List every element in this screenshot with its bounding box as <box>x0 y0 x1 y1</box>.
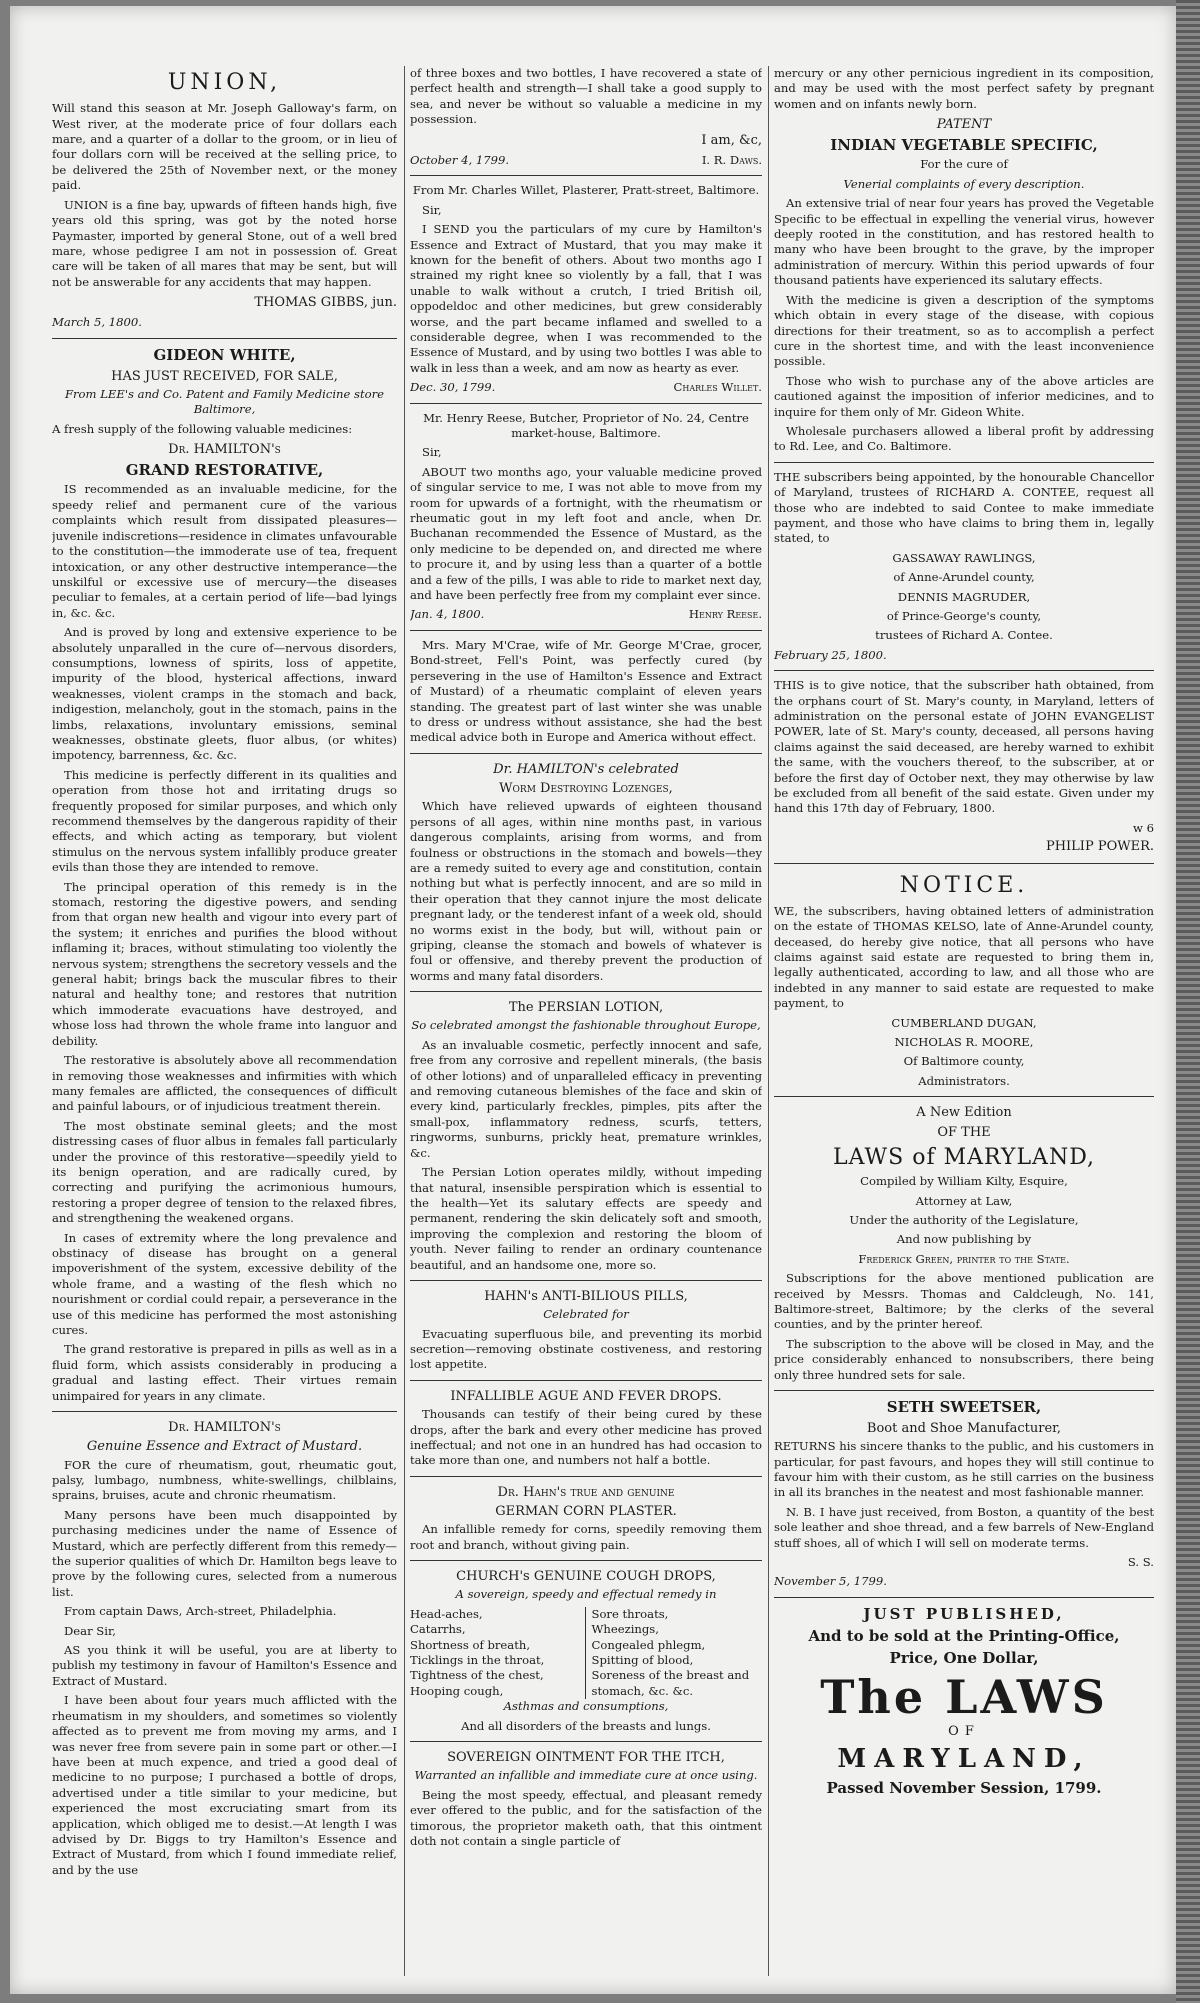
ailment: Wheezings, <box>591 1622 659 1637</box>
ailment: Ticklings in the throat, <box>410 1653 545 1668</box>
laws-session: Passed November Session, 1799. <box>826 1778 1102 1797</box>
laws-price: Price, One Dollar, <box>889 1648 1039 1667</box>
union-title: UNION, <box>167 70 282 95</box>
divider <box>410 630 762 631</box>
corn-maker: Dr. Hahn's true and genuine <box>497 1484 675 1500</box>
persian-p1: As an invaluable cosmetic, perfectly innocent and safe, free from any corrosive and repellent minerals, (the basis of other lotions) and of unparalleled efficacy in preventing and removing cutaneous blemishes of the face and skin of every kind, particularly freckles, pimples, pits after the small-pox, inflammatory redness, scurfs, tetters, ringworms, sunburns, prickly heat, premature wrinkles, &c. <box>410 1037 762 1160</box>
willet-body: I SEND you the particulars of my cure by Hamilton's Essence and Extract of Mustard, that you may make it known for the benefit of others. About two months ago I strained my right knee so violently by a fall, that I was unable to walk without a crutch, I tried British oil, oppodeldoc and other medicines, but grew considerably worse, and the part became inflamed and swelled to a considerable degree, when I was recommended to the Essence of Mustard, and by using two bottles I was able to walk in less than a week, and am now as hearty as ever. <box>410 222 762 375</box>
persian-p2: The Persian Lotion operates mildly, without impeding that natural, insensible perspiration which is essential to the health—Yet its salutary effects are speedy and permanent, rendering the skin delicately soft and smooth, improving the complexion and restoring the bloom of youth. Never failing to render an ordinary countenance beautiful, and an handsome one, more so. <box>410 1165 762 1272</box>
restorative-p2: And is proved by long and extensive experience to be absolutely unparalled in the cure of—nervous disorders, consumptions, lowness of spirits, loss of appetite, impurity of the blood, hysterical affections, inward weaknesses, violent cramps in the stomach and back, indigestion, melancholy, gout in the stomach, pains in the limbs, relaxations, involuntary emissions, seminal weaknesses, obstinate gleets, fluor albus, (or whites) impotency, barrenness, &c. &c. <box>52 625 397 763</box>
daws-from: From captain Daws, Arch-street, Philadelphia. <box>64 1604 337 1619</box>
hahn-pills-body: Evacuating superfluous bile, and preventing its morbid secretion—removing obstinate costiveness, and restoring lost appetite. <box>410 1326 762 1372</box>
edition-authority: Under the authority of the Legislature, <box>849 1212 1079 1227</box>
notice-place: Of Baltimore county, <box>903 1054 1025 1069</box>
divider <box>774 863 1154 864</box>
notice-role: Administrators. <box>918 1073 1010 1088</box>
restorative-p8: The grand restorative is prepared in pills as well as in a fluid form, which assists considerably in producing a gradual and lasting effect. Their virtues remain unimpaired for years in any climate. <box>52 1342 397 1403</box>
divider <box>774 1096 1154 1097</box>
divider <box>410 403 762 404</box>
laws-line1: JUST PUBLISHED, <box>863 1604 1065 1623</box>
notice-name2: NICHOLAS R. MOORE, <box>894 1035 1034 1050</box>
patent-p2: With the medicine is given a description of the symptoms which obtain in every stage of the disease, with copious directions for their treatment, so as to accomplish a perfect cure in the shortest time, and with the least inconvenience possible. <box>774 292 1154 369</box>
patent-wholesale: Wholesale purchasers allowed a liberal profit by addressing to Rd. Lee, and Co. Baltimore. <box>774 423 1154 454</box>
scan-edge <box>1176 0 1200 2003</box>
lozenges-maker: Dr. HAMILTON's celebrated <box>493 761 679 777</box>
divider <box>410 753 762 754</box>
daws-date: October 4, 1799. <box>410 152 510 167</box>
corn-body: An infallible remedy for corns, speedily removing them root and branch, without giving pain. <box>410 1522 762 1552</box>
divider <box>410 175 762 176</box>
itch-body: Being the most speedy, effectual, and pleasant remedy ever offered to the public, and for the satisfaction of the timorous, the proprietor maketh oath, that this ointment doth not contain a single particle of <box>410 1787 762 1848</box>
reese-date: Jan. 4, 1800. <box>410 607 485 622</box>
restorative-p4: The principal operation of this remedy is in the stomach, restoring the digestive powers, and sending from that organ new health and vigour into every part of the system; it enriches and purifies the blood without inflaming it; braces, without stimulating too violently the nervous system; strengthens the secretory vessels and the general habit; brings back the muscular fibres to their natural and healthy tone; and restores that nutrition which immoderate evacuations have destroyed, and whose loss had thrown the whole frame into languor and debility. <box>52 879 397 1048</box>
divider <box>410 1380 762 1381</box>
essence-maker: Dr. HAMILTON's <box>168 1420 281 1436</box>
edition-compiled: Compiled by William Kilty, Esquire, <box>860 1174 1068 1189</box>
essence-title: Genuine Essence and Extract of Mustard. <box>86 1439 363 1455</box>
edition-printer: Frederick Green, printer to the State. <box>858 1251 1070 1266</box>
gideon-received: HAS JUST RECEIVED, FOR SALE, <box>111 368 338 384</box>
willet-footer <box>410 380 762 395</box>
restorative-title: GRAND RESTORATIVE, <box>125 460 324 479</box>
divider <box>774 1390 1154 1391</box>
edition-line2: OF THE <box>937 1124 991 1140</box>
column-3 <box>774 66 1154 1976</box>
laws-line2: And to be sold at the Printing-Office, <box>808 1626 1120 1645</box>
sweetser-body: RETURNS his sincere thanks to the public, and his customers in particular, for past favours, and hopes they will still continue to favour him with their custom, as he still carries on the business in all its branches in the neatest and most fashionable manner. <box>774 1439 1154 1500</box>
patent-for: For the cure of <box>920 157 1008 172</box>
power-signature: PHILIP POWER. <box>1045 839 1154 855</box>
notice-body: WE, the subscribers, having obtained letters of administration on the estate of THOMAS KELSO, late of Anne-Arundel county, deceased, do hereby give notice, that all persons who have claims against said estate are requested to bring them in, legally authenticated, according to law, and all those who are indebted in any manner to said estate are requested to make payment, to <box>774 903 1154 1011</box>
lozenges-title: Worm Destroying Lozenges, <box>499 781 673 796</box>
contee-name2: DENNIS MAGRUDER, <box>897 589 1031 604</box>
contee-place2: of Prince-George's county, <box>886 609 1042 623</box>
reese-signature: Henry Reese. <box>688 607 762 622</box>
patent-title: INDIAN VEGETABLE SPECIFIC, <box>830 135 1098 154</box>
divider <box>410 1560 762 1561</box>
sweetser-initials: S. S. <box>1127 1555 1154 1570</box>
ague-body: Thousands can testify of their being cured by these drops, after the bark and every other medicine has proved ineffectual; and not one in an hundred has had occasion to take more than one, and numbers not half a bottle. <box>410 1407 762 1468</box>
cough-final: And all disorders of the breasts and lungs. <box>461 1718 711 1733</box>
hahn-pills-title: HAHN's ANTI-BILIOUS PILLS, <box>484 1288 688 1304</box>
itch-continued: mercury or any other pernicious ingredient in its composition, and may be used with the most perfect safety by pregnant women and on infants newly born. <box>774 66 1154 111</box>
ague-title: INFALLIBLE AGUE AND FEVER DROPS. <box>450 1388 722 1404</box>
daws-salutation: Dear Sir, <box>64 1623 116 1638</box>
cough-subtitle: A sovereign, speedy and effectual remedy in <box>455 1587 717 1602</box>
patent-subtitle: Venerial complaints of every description. <box>843 176 1085 191</box>
notice-name1: CUMBERLAND DUGAN, <box>891 1015 1037 1030</box>
patent-p3: Those who wish to purchase any of the above articles are cautioned against the imposition of inferior medicines, and to inquire for them only of Mr. Gideon White. <box>774 373 1154 419</box>
edition-line1: A New Edition <box>916 1105 1012 1121</box>
lozenges-body: Which have relieved upwards of eighteen thousand persons of all ages, within nine months past, in various dangerous complaints, arising from worms, and from foulness or obstructions in the stomach and bowels—they are a remedy suited to every age and constitution, contain nothing but what is perfectly innocent, and are so mild in their operation that they cannot injure the most delicate pregnant lady, or the tenderest infant of a week old, should no worms exist in the body, but will, without pain or griping, cleanse the stomach and bowels of whatever is foul or offensive, and thereby prevent the production of worms and many fatal disorders. <box>410 799 762 983</box>
union-date: March 5, 1800. <box>52 315 142 330</box>
newspaper-page <box>10 6 1176 1994</box>
patent-label: PATENT <box>936 117 992 133</box>
itch-title: SOVEREIGN OINTMENT FOR THE ITCH, <box>447 1750 725 1766</box>
sweetser-nb: N. B. I have just received, from Boston, a quantity of the best sole leather and shoe thread, and a few barrels of New-England stuff shoes, all of which I will sell on moderate terms. <box>774 1504 1154 1550</box>
ailment: Congealed phlegm, <box>591 1637 706 1652</box>
laws-of: OF <box>948 1723 980 1739</box>
contee-place1: of Anne-Arundel county, <box>893 570 1035 585</box>
daws-close: I am, &c, <box>701 132 762 148</box>
cough-ailments <box>410 1607 762 1699</box>
power-body: THIS is to give notice, that the subscriber hath obtained, from the orphans court of St. Mary's county, in Maryland, letters of administration on the personal estate of JOHN EVANGELIST POWER, late of St. Mary's county, deceased, all persons having claims against the said deceased, are hereby warned to exhibit the same, with the vouchers thereof, to the subscriber, at or before the first day of October next, they may otherwise by law be excluded from all benefit of the said estate. Given under my hand this 17th day of February, 1800. <box>774 678 1154 816</box>
essence-p1: FOR the cure of rheumatism, gout, rheumatic gout, palsy, lumbago, numbness, white-swellings, chilblains, sprains, bruises, acute and chronic rheumatism. <box>52 1457 397 1503</box>
ailment: Soreness of the breast and <box>591 1668 750 1683</box>
daws-continued: of three boxes and two bottles, I have recovered a state of perfect health and strength—I shall take a good supply to sea, and never be without so valuable a medicine in my possession. <box>410 66 762 127</box>
daws-footer <box>410 153 762 168</box>
column-rule <box>404 66 405 1976</box>
divider <box>52 338 397 339</box>
divider <box>410 1476 762 1477</box>
contee-role: trustees of Richard A. Contee. <box>875 628 1053 643</box>
willet-date: Dec. 30, 1799. <box>410 380 496 395</box>
gideon-name: GIDEON WHITE, <box>153 345 296 364</box>
corn-title: GERMAN CORN PLASTER. <box>495 1504 677 1520</box>
divider <box>52 1411 397 1412</box>
daws-signature: I. R. Daws. <box>701 152 762 167</box>
divider <box>774 670 1154 671</box>
ailment: Tightness of the chest, <box>410 1668 544 1683</box>
willet-salutation: Sir, <box>422 202 442 217</box>
cough-after: Asthmas and consumptions, <box>503 1699 669 1714</box>
restorative-p1: IS recommended as an invaluable medicine, for the speedy relief and permanent cure of the various complaints which result from dissipated pleasures—juvenile indiscretions—residence in climates unfavourable to the constitution—the immoderate use of tea, frequent intoxication, or any other destructive intemperance—the unskilful or excessive use of mercury—the diseases peculiar to females, at a certain period of life—bad lyings in, &c. &c. <box>52 482 397 620</box>
divider <box>774 1597 1154 1598</box>
divider <box>774 462 1154 463</box>
cough-title: CHURCH's GENUINE COUGH DROPS, <box>456 1569 716 1585</box>
sweetser-trade: Boot and Shoe Manufacturer, <box>866 1420 1062 1436</box>
gideon-from: From LEE's and Co. Patent and Family Medicine store Baltimore, <box>64 387 385 417</box>
hahn-pills-subtitle: Celebrated for <box>543 1307 629 1322</box>
ailment: Hooping cough, <box>410 1683 504 1698</box>
edition-attorney: Attorney at Law, <box>915 1193 1013 1208</box>
edition-title: LAWS of MARYLAND, <box>832 1144 1096 1170</box>
itch-subtitle: Warranted an infallible and immediate cure at once using. <box>414 1768 758 1783</box>
divider <box>410 1280 762 1281</box>
cough-ailments-right <box>585 1607 763 1699</box>
gideon-supply: A fresh supply of the following valuable medicines: <box>52 421 353 436</box>
union-intro: Will stand this season at Mr. Joseph Galloway's farm, on West river, at the moderate price of four dollars each mare, and a quarter of a dollar to the groom, or in lieu of four dollars corn will be received at the selling price, to be delivered the 25th of November next, or the money paid. <box>52 101 397 193</box>
reese-footer <box>410 607 762 622</box>
mccrae-body: Mrs. Mary M'Crae, wife of Mr. George M'Crae, grocer, Bond-street, Fell's Point, was perfectly cured (by persevering in the use of Hamilton's Essence and Extract of Mustard) of a rheumatic complaint of eleven years standing. The greatest part of last winter she was unable to dress or undress without assistance, she had the best medical advice both in Europe and America without effect. <box>410 637 762 745</box>
restorative-p6: The most obstinate seminal gleets; and the most distressing cases of fluor albus in females fall particularly under the province of this restorative—speedily yield to its benign operation, and are radically cured, by correcting and purifying the acrimonious humours, restoring a proper degree of tension to the relaxed fibres, and strengthening the weakened organs. <box>52 1118 397 1226</box>
edition-publishing: And now publishing by <box>896 1232 1032 1247</box>
cough-ailments-left <box>410 1607 581 1699</box>
contee-name1: GASSAWAY RAWLINGS, <box>892 550 1036 565</box>
reese-header: Mr. Henry Reese, Butcher, Proprietor of No. 24, Centre market-house, Baltimore. <box>423 410 749 440</box>
ailment: Catarrhs, <box>410 1622 466 1637</box>
essence-p2: Many persons have been much disappointed by purchasing medicines under the name of Essence of Mustard, which are perfectly different from this remedy—the superior qualities of which Dr. Hamilton begs leave to prove by the following cures, selected from a numerous list. <box>52 1507 397 1599</box>
laws-the: The LAWS <box>820 1669 1108 1724</box>
sweetser-name: SETH SWEETSER, <box>886 1397 1042 1416</box>
reese-body: ABOUT two months ago, your valuable medicine proved of singular service to me, I was not able to move from my room for upwards of a fortnight, with the rheumatism or rheumatic gout in my left foot and ancle, when Dr. Buchanan recommended the Essence of Mustard, as the only medicine to be depended on, and directed me where to procure it, and by using less than a quarter of a bottle and a few of the pills, I was able to ride to market next day, and have been perfectly free from my complaint ever since. <box>410 464 762 603</box>
persian-title: The PERSIAN LOTION, <box>508 1000 664 1016</box>
column-1 <box>52 66 397 1976</box>
edition-p1: Subscriptions for the above mentioned publication are received by Messrs. Thomas and Caldcleugh, No. 141, Baltimore-street, Baltimore; by the clerks of the several counties, and by the printer hereof. <box>774 1271 1154 1332</box>
union-signature: THOMAS GIBBS, jun. <box>254 295 397 311</box>
willet-header: From Mr. Charles Willet, Plasterer, Pratt-street, Baltimore. <box>412 183 760 198</box>
column-2 <box>410 66 762 1976</box>
persian-subtitle: So celebrated amongst the fashionable throughout Europe, <box>411 1018 761 1033</box>
restorative-p3: This medicine is perfectly different in its qualities and operation from those hot and irritating drugs so frequently proposed for similar purposes, and which only recommend themselves by the dangerous rapidity of their effects, and which acting as temporary, but violent stimulus on the nervous system infallibly produce greater evils than those they are intended to remove. <box>52 767 397 875</box>
reese-salutation: Sir, <box>422 445 442 460</box>
willet-signature: Charles Willet. <box>673 380 762 395</box>
ailment: Sore throats, <box>591 1606 669 1621</box>
power-mark: w 6 <box>1133 820 1154 835</box>
column-rule <box>768 66 769 1976</box>
sweetser-date: November 5, 1799. <box>774 1574 887 1589</box>
divider <box>410 1741 762 1742</box>
restorative-p7: In cases of extremity where the long prevalence and obstinacy of disease has brought on a general impoverishment of the system, excessive debility of the whole frame, and a wasting of the flesh which no nourishment or cordial could repair, a perseverance in the use of this medicine has performed the most astonishing cures. <box>52 1230 397 1337</box>
restorative-maker: Dr. HAMILTON's <box>168 442 281 458</box>
ailment: stomach, &c. &c. <box>591 1683 694 1698</box>
contee-body: THE subscribers being appointed, by the honourable Chancellor of Maryland, trustees of RICHARD A. CONTEE, request all those who are indebted to said Contee to make immediate payment, and those who have claims to bring them in, legally stated, to <box>774 469 1154 546</box>
edition-p2: The subscription to the above will be closed in May, and the price considerably enhanced to nonsubscribers, there being only three hundred sets for sale. <box>774 1336 1154 1382</box>
ailment: Shortness of breath, <box>410 1637 531 1652</box>
restorative-p5: The restorative is absolutely above all recommendation in removing those weaknesses and infirmities with which many females are afflicted, the consequences of difficult and painful labours, or of injudicious treatment therein. <box>52 1053 397 1114</box>
notice-title: NOTICE. <box>899 872 1029 898</box>
union-body: UNION is a fine bay, upwards of fifteen hands high, five years old this spring, was got by the noted horse Paymaster, imported by general Stone, out of a well bred mare, whose pedigree I am not in possession of. Great care will be taken of all mares that may be sent, but will not be answerable for any accidents that may happen. <box>52 197 397 289</box>
divider <box>410 991 762 992</box>
daws-p2: I have been about four years much afflicted with the rheumatism in my shoulders, and sometimes so violently affected as to prevent me from moving my arms, and I was never free from severe pain in some part or other.—I have been at much expence, and tried a good deal of medicine to no purpose; I purchased a bottle of drops, advertised under a title similar to your medicine, but experienced the most excruciating smart from its application, which obliged me to desist.—At length I was advised by Dr. Biggs to try Hamilton's Essence and Extract of Mustard, from which I found immediate relief, and by the use <box>52 1693 397 1877</box>
laws-state: MARYLAND, <box>837 1744 1091 1775</box>
daws-p1: AS you think it will be useful, you are at liberty to publish my testimony in favour of Hamilton's Essence and Extract of Mustard. <box>52 1643 397 1688</box>
patent-p1: An extensive trial of near four years has proved the Vegetable Specific to be effectual in expelling the venerial virus, however deeply rooted in the constitution, and has restored health to many who have been brought to the grave, by the improper administration of mercury. Within this period upwards of four thousand patients have experienced its salutary effects. <box>774 196 1154 288</box>
ailment: Head-aches, <box>410 1606 483 1621</box>
contee-date: February 25, 1800. <box>774 647 887 662</box>
ailment: Spitting of blood, <box>591 1653 694 1668</box>
